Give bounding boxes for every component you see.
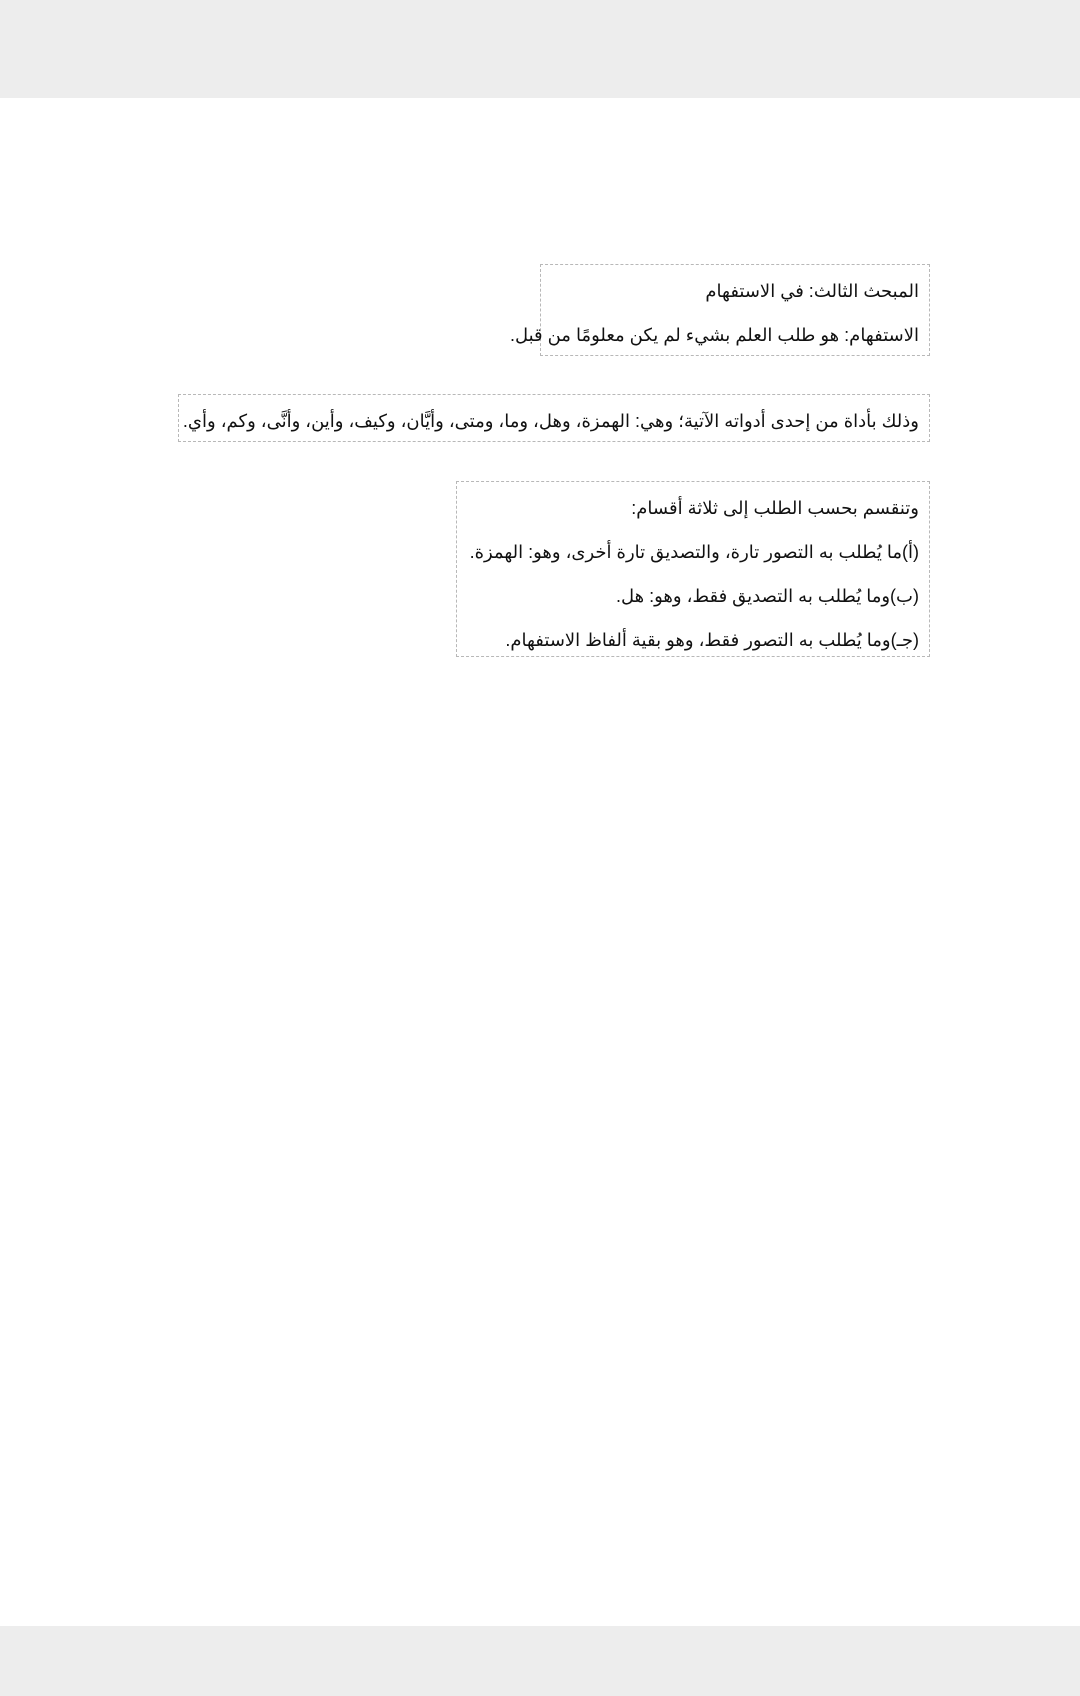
section-heading-block	[509, 264, 930, 356]
definition-line: الاستفهام: هو طلب العلم بشيء لم يكن معلومًا من قبل.	[509, 325, 919, 345]
division-item-a: (أ)ما يُطلب به التصور تارة، والتصديق تارة أخرى، وهو: الهمزة.	[469, 542, 919, 562]
division-item-c: (جـ)وما يُطلب به التصور فقط، وهو بقية ألفاظ الاستفهام.	[505, 630, 919, 650]
divisions-intro: وتنقسم بحسب الطلب إلى ثلاثة أقسام:	[631, 498, 919, 518]
section-title: المبحث الثالث: في الاستفهام	[705, 281, 919, 301]
divisions-block	[456, 481, 930, 657]
division-item-b: (ب)وما يُطلب به التصديق فقط، وهو: هل.	[615, 586, 919, 606]
tools-line: وذلك بأداة من إحدى أدواته الآتية؛ وهي: الهمزة، وهل، وما، ومتى، وأيَّان، وكيف، وأين، وأنَّى، وكم، وأي.	[182, 411, 919, 431]
document-page	[0, 98, 1080, 1626]
tools-block	[178, 394, 930, 442]
